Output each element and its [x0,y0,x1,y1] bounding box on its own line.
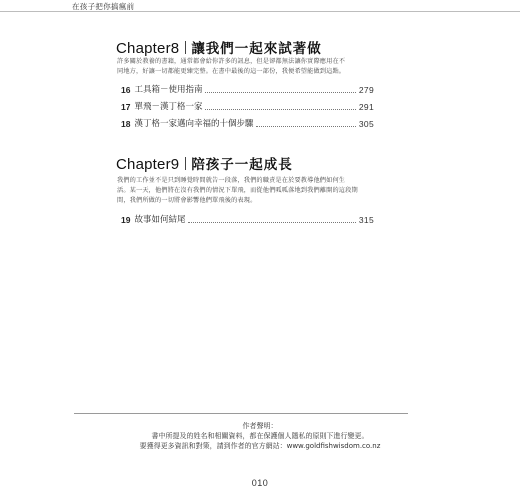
chapter-heading-8 [116,37,322,57]
dot-leader [205,92,355,93]
toc-entry-number: 16 [121,85,131,95]
intro-line: 許多關於教養的書籍，通常都會給你許多的訊息，但是卻都無法讓你實際應用在不 [117,58,346,65]
chapter-label: Chapter9 [116,156,180,173]
intro-line: 我們的工作並不是只到睡覺時間就告一段落，我們的職責是在於要教導他們如何生 [117,177,346,184]
page-number: 010 [251,478,269,488]
notice-rule [74,413,408,414]
toc-entry[interactable] [121,83,374,95]
toc-entry[interactable] [121,213,374,225]
chapter-title: 讓我們一起來試著做 [191,41,322,57]
notice-heading: 作者聲明： [242,422,278,430]
intro-line: 同地方，好讓一切都能更臻完整。在書中最後的這一部份，我便希望能做到這點。 [117,68,346,76]
toc-entry-number: 18 [121,119,131,129]
intro-line: 間，我們所做的一切將會影響他們單飛後的表現。 [117,197,257,205]
toc-entry-page: 279 [358,85,374,95]
toc-entry[interactable] [121,100,374,112]
running-head: 在孩子把你搞瘋前 [72,2,135,11]
author-notice [60,421,460,451]
dot-leader [188,222,355,223]
toc-entry-title: 故事如何結尾 [134,215,186,225]
toc-entry-number: 19 [121,215,131,225]
chapter-heading-9 [116,153,293,173]
toc-entry[interactable] [121,117,374,129]
toc-entry-number: 17 [121,102,131,112]
notice-line: 要獲得更多資訊和對策，請到作者的官方網站：www.goldfishwisdom.co.nz [139,442,381,450]
toc-entry-page: 315 [358,215,374,225]
chapter-divider [185,157,186,170]
chapter-intro-8 [117,57,387,77]
toc-entry-title: 工具箱－使用指南 [134,85,203,95]
toc-entry-page: 291 [358,102,374,112]
chapter-divider [185,41,186,54]
notice-line: 書中所提及的姓名和相關資料，都在保護個人隱私的原則下進行變更。 [151,432,369,440]
dot-leader [256,126,355,127]
intro-line: 活。某一天，他們將在沒有我們的情況下單飛，而從他們呱呱落地到我們離開的這段期 [117,187,358,195]
toc-entry-title: 漢丁格一家邁向幸福的十個步驟 [134,119,254,129]
toc-entry-page: 305 [358,119,374,129]
chapter-intro-9 [117,176,387,207]
chapter-title: 陪孩子一起成長 [191,157,293,173]
toc-entry-title: 單飛－漢丁格一家 [134,102,203,112]
chapter-label: Chapter8 [116,40,180,57]
dot-leader [205,109,355,110]
